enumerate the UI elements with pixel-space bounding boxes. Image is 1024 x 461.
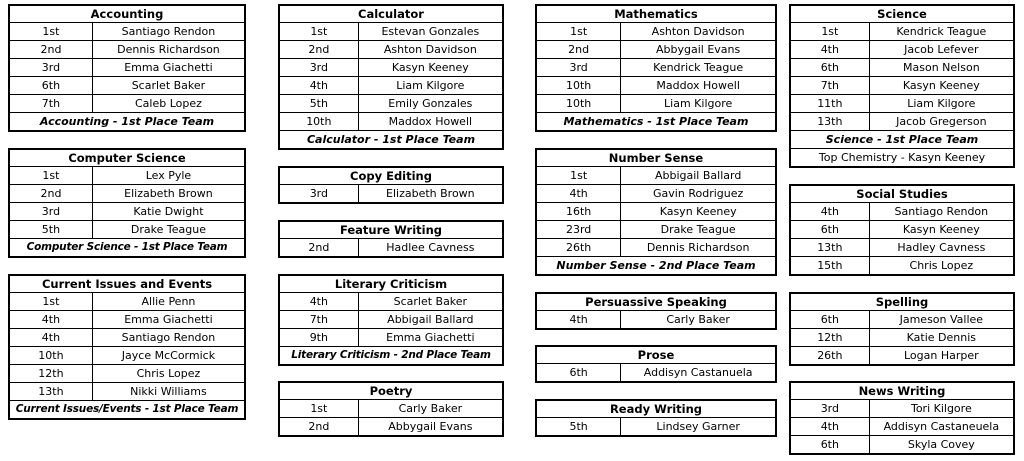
- place: 2nd: [280, 239, 359, 256]
- team-row: [791, 131, 1013, 149]
- science-title: Science: [791, 6, 1013, 23]
- place: 1st: [537, 23, 621, 40]
- place: 23rd: [537, 221, 621, 238]
- student-name: Emma Giachetti: [386, 331, 475, 344]
- table-row: [10, 167, 244, 185]
- copy-editing-title: Copy Editing: [280, 168, 502, 185]
- student-name: Addisyn Castaneuela: [883, 420, 1000, 433]
- student-name: Kendrick Teague: [653, 61, 744, 74]
- accounting-title: Accounting: [10, 6, 244, 23]
- table-row: [791, 95, 1013, 113]
- table-row: [791, 418, 1013, 436]
- student-name: Hadley Cavness: [897, 241, 986, 254]
- place: 3rd: [280, 59, 359, 76]
- table-row: [10, 185, 244, 203]
- social-studies-title: Social Studies: [791, 186, 1013, 203]
- poetry-title: Poetry: [280, 383, 502, 400]
- spelling-table: [789, 292, 1015, 366]
- student-name: Kasyn Keeney: [391, 61, 469, 74]
- table-row: [537, 23, 775, 41]
- place: 4th: [791, 41, 870, 58]
- place: 6th: [791, 221, 870, 238]
- team-award: Mathematics - 1st Place Team: [563, 115, 749, 128]
- table-row: [280, 239, 502, 256]
- team-row: [10, 113, 244, 130]
- place: 13th: [791, 239, 870, 256]
- table-row: [791, 221, 1013, 239]
- student-name: Tori Kilgore: [910, 402, 972, 415]
- student-name: Maddox Howell: [388, 115, 473, 128]
- student-name: Elizabeth Brown: [386, 187, 475, 200]
- student-name: Lindsey Garner: [656, 420, 740, 433]
- table-row: [537, 95, 775, 113]
- student-name: Allie Penn: [141, 295, 196, 308]
- student-name: Jameson Vallee: [899, 313, 984, 326]
- student-name: Estevan Gonzales: [381, 25, 480, 38]
- student-name: Kasyn Keeney: [659, 205, 737, 218]
- table-row: [791, 436, 1013, 453]
- student-name: Carly Baker: [666, 313, 730, 326]
- place: 4th: [791, 203, 870, 220]
- place: 4th: [537, 185, 621, 202]
- current-issues-table: [8, 274, 246, 420]
- number-sense-title: Number Sense: [537, 150, 775, 167]
- place: 1st: [280, 400, 359, 417]
- table-row: [791, 77, 1013, 95]
- table-row: [280, 185, 502, 202]
- place: 7th: [10, 95, 93, 112]
- place: 15th: [791, 257, 870, 274]
- mathematics-table: [535, 4, 777, 132]
- student-name: Addisyn Castanuela: [643, 366, 753, 379]
- table-row: [791, 239, 1013, 257]
- calculator-table: [278, 4, 504, 150]
- table-row: [10, 347, 244, 365]
- table-row: [537, 221, 775, 239]
- table-row: [791, 203, 1013, 221]
- ready-writing-title: Ready Writing: [537, 401, 775, 418]
- team-row: [10, 239, 244, 256]
- student-name: Logan Harper: [904, 349, 979, 362]
- place: 16th: [537, 203, 621, 220]
- team-award: Literary Criticism - 2nd Place Team: [291, 349, 491, 361]
- place: 6th: [537, 364, 621, 381]
- spelling-title: Spelling: [791, 294, 1013, 311]
- table-row: [537, 311, 775, 328]
- table-row: [280, 400, 502, 418]
- table-row: [280, 329, 502, 347]
- place: 3rd: [280, 185, 359, 202]
- accounting-table: [8, 4, 246, 132]
- student-name: Jayce McCormick: [121, 349, 216, 362]
- place: 10th: [537, 95, 621, 112]
- student-name: Abbigail Ballard: [387, 313, 474, 326]
- place: 4th: [791, 418, 870, 435]
- table-row: [791, 347, 1013, 364]
- number-sense-table: [535, 148, 777, 276]
- table-row: [280, 77, 502, 95]
- table-row: [10, 383, 244, 401]
- table-row: [791, 311, 1013, 329]
- student-name: Drake Teague: [130, 223, 206, 236]
- place: 13th: [10, 383, 93, 400]
- place: 26th: [537, 239, 621, 256]
- place: 10th: [10, 347, 93, 364]
- place: 10th: [537, 77, 621, 94]
- student-name: Jacob Lefever: [904, 43, 979, 56]
- table-row: [280, 113, 502, 131]
- student-name: Maddox Howell: [656, 79, 740, 92]
- place: 6th: [791, 59, 870, 76]
- table-row: [791, 257, 1013, 274]
- place: 5th: [10, 221, 93, 238]
- team-row: [537, 113, 775, 130]
- place: 4th: [10, 311, 93, 328]
- team-row: [537, 257, 775, 274]
- computer-science-table: [8, 148, 246, 258]
- place: 2nd: [280, 41, 359, 58]
- place: 5th: [280, 95, 359, 112]
- table-row: [10, 203, 244, 221]
- persuasive-speaking-table: [535, 292, 777, 330]
- table-row: [10, 365, 244, 383]
- student-name: Chris Lopez: [909, 259, 974, 272]
- news-writing-table: [789, 381, 1015, 455]
- student-name: Nikki Williams: [130, 385, 207, 398]
- team-award: Calculator - 1st Place Team: [306, 133, 476, 146]
- table-row: [537, 167, 775, 185]
- social-studies-table: [789, 184, 1015, 276]
- table-row: [537, 59, 775, 77]
- student-name: Elizabeth Brown: [124, 187, 213, 200]
- table-row: [280, 311, 502, 329]
- calculator-title: Calculator: [280, 6, 502, 23]
- table-row: [537, 77, 775, 95]
- place: 9th: [280, 329, 359, 346]
- table-row: [537, 203, 775, 221]
- place: 7th: [791, 77, 870, 94]
- student-name: Liam Kilgore: [907, 97, 976, 110]
- place: 2nd: [10, 185, 93, 202]
- table-row: [10, 311, 244, 329]
- place: 26th: [791, 347, 870, 364]
- mathematics-title: Mathematics: [537, 6, 775, 23]
- table-row: [791, 41, 1013, 59]
- student-name: Lex Pyle: [145, 169, 192, 182]
- student-name: Dennis Richardson: [646, 241, 750, 254]
- place: 4th: [10, 329, 93, 346]
- student-name: Jacob Gregerson: [896, 115, 987, 128]
- student-name: Ashton Davidson: [651, 25, 745, 38]
- feature-writing-table: [278, 220, 504, 258]
- student-name: Santiago Rendon: [894, 205, 989, 218]
- table-row: [791, 23, 1013, 41]
- table-row: [537, 239, 775, 257]
- student-name: Dennis Richardson: [117, 43, 220, 56]
- poetry-table: [278, 381, 504, 437]
- prose-title: Prose: [537, 347, 775, 364]
- place: 12th: [791, 329, 870, 346]
- student-name: Ashton Davidson: [383, 43, 477, 56]
- place: 3rd: [791, 400, 870, 417]
- table-row: [791, 329, 1013, 347]
- table-row: [791, 113, 1013, 131]
- student-name: Carly Baker: [398, 402, 463, 415]
- place: 3rd: [537, 59, 621, 76]
- student-name: Abbygail Evans: [656, 43, 741, 56]
- table-row: [537, 41, 775, 59]
- table-row: [537, 364, 775, 381]
- place: 13th: [791, 113, 870, 130]
- table-row: [280, 23, 502, 41]
- place: 10th: [280, 113, 359, 130]
- team-row: [280, 347, 502, 364]
- place: 6th: [791, 436, 870, 453]
- place: 7th: [280, 311, 359, 328]
- student-name: Emily Gonzales: [388, 97, 473, 110]
- table-row: [791, 400, 1013, 418]
- student-name: Katie Dwight: [133, 205, 204, 218]
- student-name: Kasyn Keeney: [902, 223, 980, 236]
- place: 3rd: [10, 203, 93, 220]
- place: 2nd: [537, 41, 621, 58]
- student-name: Emma Giachetti: [124, 313, 213, 326]
- place: 1st: [537, 167, 621, 184]
- student-name: Santiago Rendon: [121, 331, 216, 344]
- team-row: [280, 131, 502, 148]
- place: 4th: [280, 293, 359, 310]
- table-row: [280, 293, 502, 311]
- student-name: Emma Giachetti: [124, 61, 213, 74]
- table-row: [280, 59, 502, 77]
- student-name: Katie Dennis: [906, 331, 977, 344]
- computer-science-title: Computer Science: [10, 150, 244, 167]
- student-name: Abbigail Ballard: [654, 169, 742, 182]
- place: 1st: [10, 293, 93, 310]
- student-name: Gavin Rodriguez: [653, 187, 744, 200]
- prose-table: [535, 345, 777, 383]
- team-award: Computer Science - 1st Place Team: [26, 241, 228, 253]
- team-award: Number Sense - 2nd Place Team: [556, 259, 756, 272]
- team-award: Current Issues/Events - 1st Place Team: [15, 403, 239, 415]
- student-name: Kasyn Keeney: [902, 79, 980, 92]
- table-row: [280, 95, 502, 113]
- student-name: Abbygail Evans: [388, 420, 473, 433]
- feature-writing-title: Feature Writing: [280, 222, 502, 239]
- student-name: Santiago Rendon: [121, 25, 216, 38]
- ready-writing-table: [535, 399, 777, 437]
- student-name: Liam Kilgore: [664, 97, 733, 110]
- table-row: [10, 77, 244, 95]
- table-row: [10, 41, 244, 59]
- table-row: [537, 418, 775, 435]
- place: 3rd: [10, 59, 93, 76]
- place: 11th: [791, 95, 870, 112]
- table-row: [10, 59, 244, 77]
- place: 4th: [537, 311, 621, 328]
- current-issues-title: Current Issues and Events: [10, 276, 244, 293]
- literary-criticism-table: [278, 274, 504, 366]
- place: 6th: [10, 77, 93, 94]
- place: 5th: [537, 418, 621, 435]
- table-row: [10, 221, 244, 239]
- place: 2nd: [10, 41, 93, 58]
- table-row: [10, 293, 244, 311]
- student-name: Scarlet Baker: [393, 295, 468, 308]
- place: 4th: [280, 77, 359, 94]
- table-row: [10, 23, 244, 41]
- table-row: [10, 95, 244, 113]
- literary-criticism-title: Literary Criticism: [280, 276, 502, 293]
- student-name: Scarlet Baker: [131, 79, 206, 92]
- team-award: Accounting - 1st Place Team: [39, 115, 215, 128]
- copy-editing-table: [278, 166, 504, 204]
- team-row: [10, 401, 244, 418]
- student-name: Kendrick Teague: [896, 25, 987, 38]
- student-name: Hadlee Cavness: [386, 241, 475, 254]
- student-name: Chris Lopez: [136, 367, 201, 380]
- persuasive-speaking-title: Persuassive Speaking: [537, 294, 775, 311]
- place: 1st: [10, 167, 93, 184]
- place: 1st: [10, 23, 93, 40]
- student-name: Liam Kilgore: [396, 79, 465, 92]
- table-row: [10, 329, 244, 347]
- table-row: [280, 41, 502, 59]
- note-row: [791, 149, 1013, 166]
- team-award: Science - 1st Place Team: [825, 133, 979, 146]
- student-name: Mason Nelson: [903, 61, 980, 74]
- news-writing-title: News Writing: [791, 383, 1013, 400]
- science-table: [789, 4, 1015, 168]
- top-chemistry-note: Top Chemistry - Kasyn Keeney: [818, 151, 986, 164]
- place: 6th: [791, 311, 870, 328]
- table-row: [791, 59, 1013, 77]
- student-name: Skyla Covey: [907, 438, 975, 451]
- student-name: Drake Teague: [660, 223, 736, 236]
- place: 1st: [791, 23, 870, 40]
- table-row: [537, 185, 775, 203]
- student-name: Caleb Lopez: [134, 97, 202, 110]
- place: 2nd: [280, 418, 359, 435]
- table-row: [280, 418, 502, 435]
- place: 1st: [280, 23, 359, 40]
- place: 12th: [10, 365, 93, 382]
